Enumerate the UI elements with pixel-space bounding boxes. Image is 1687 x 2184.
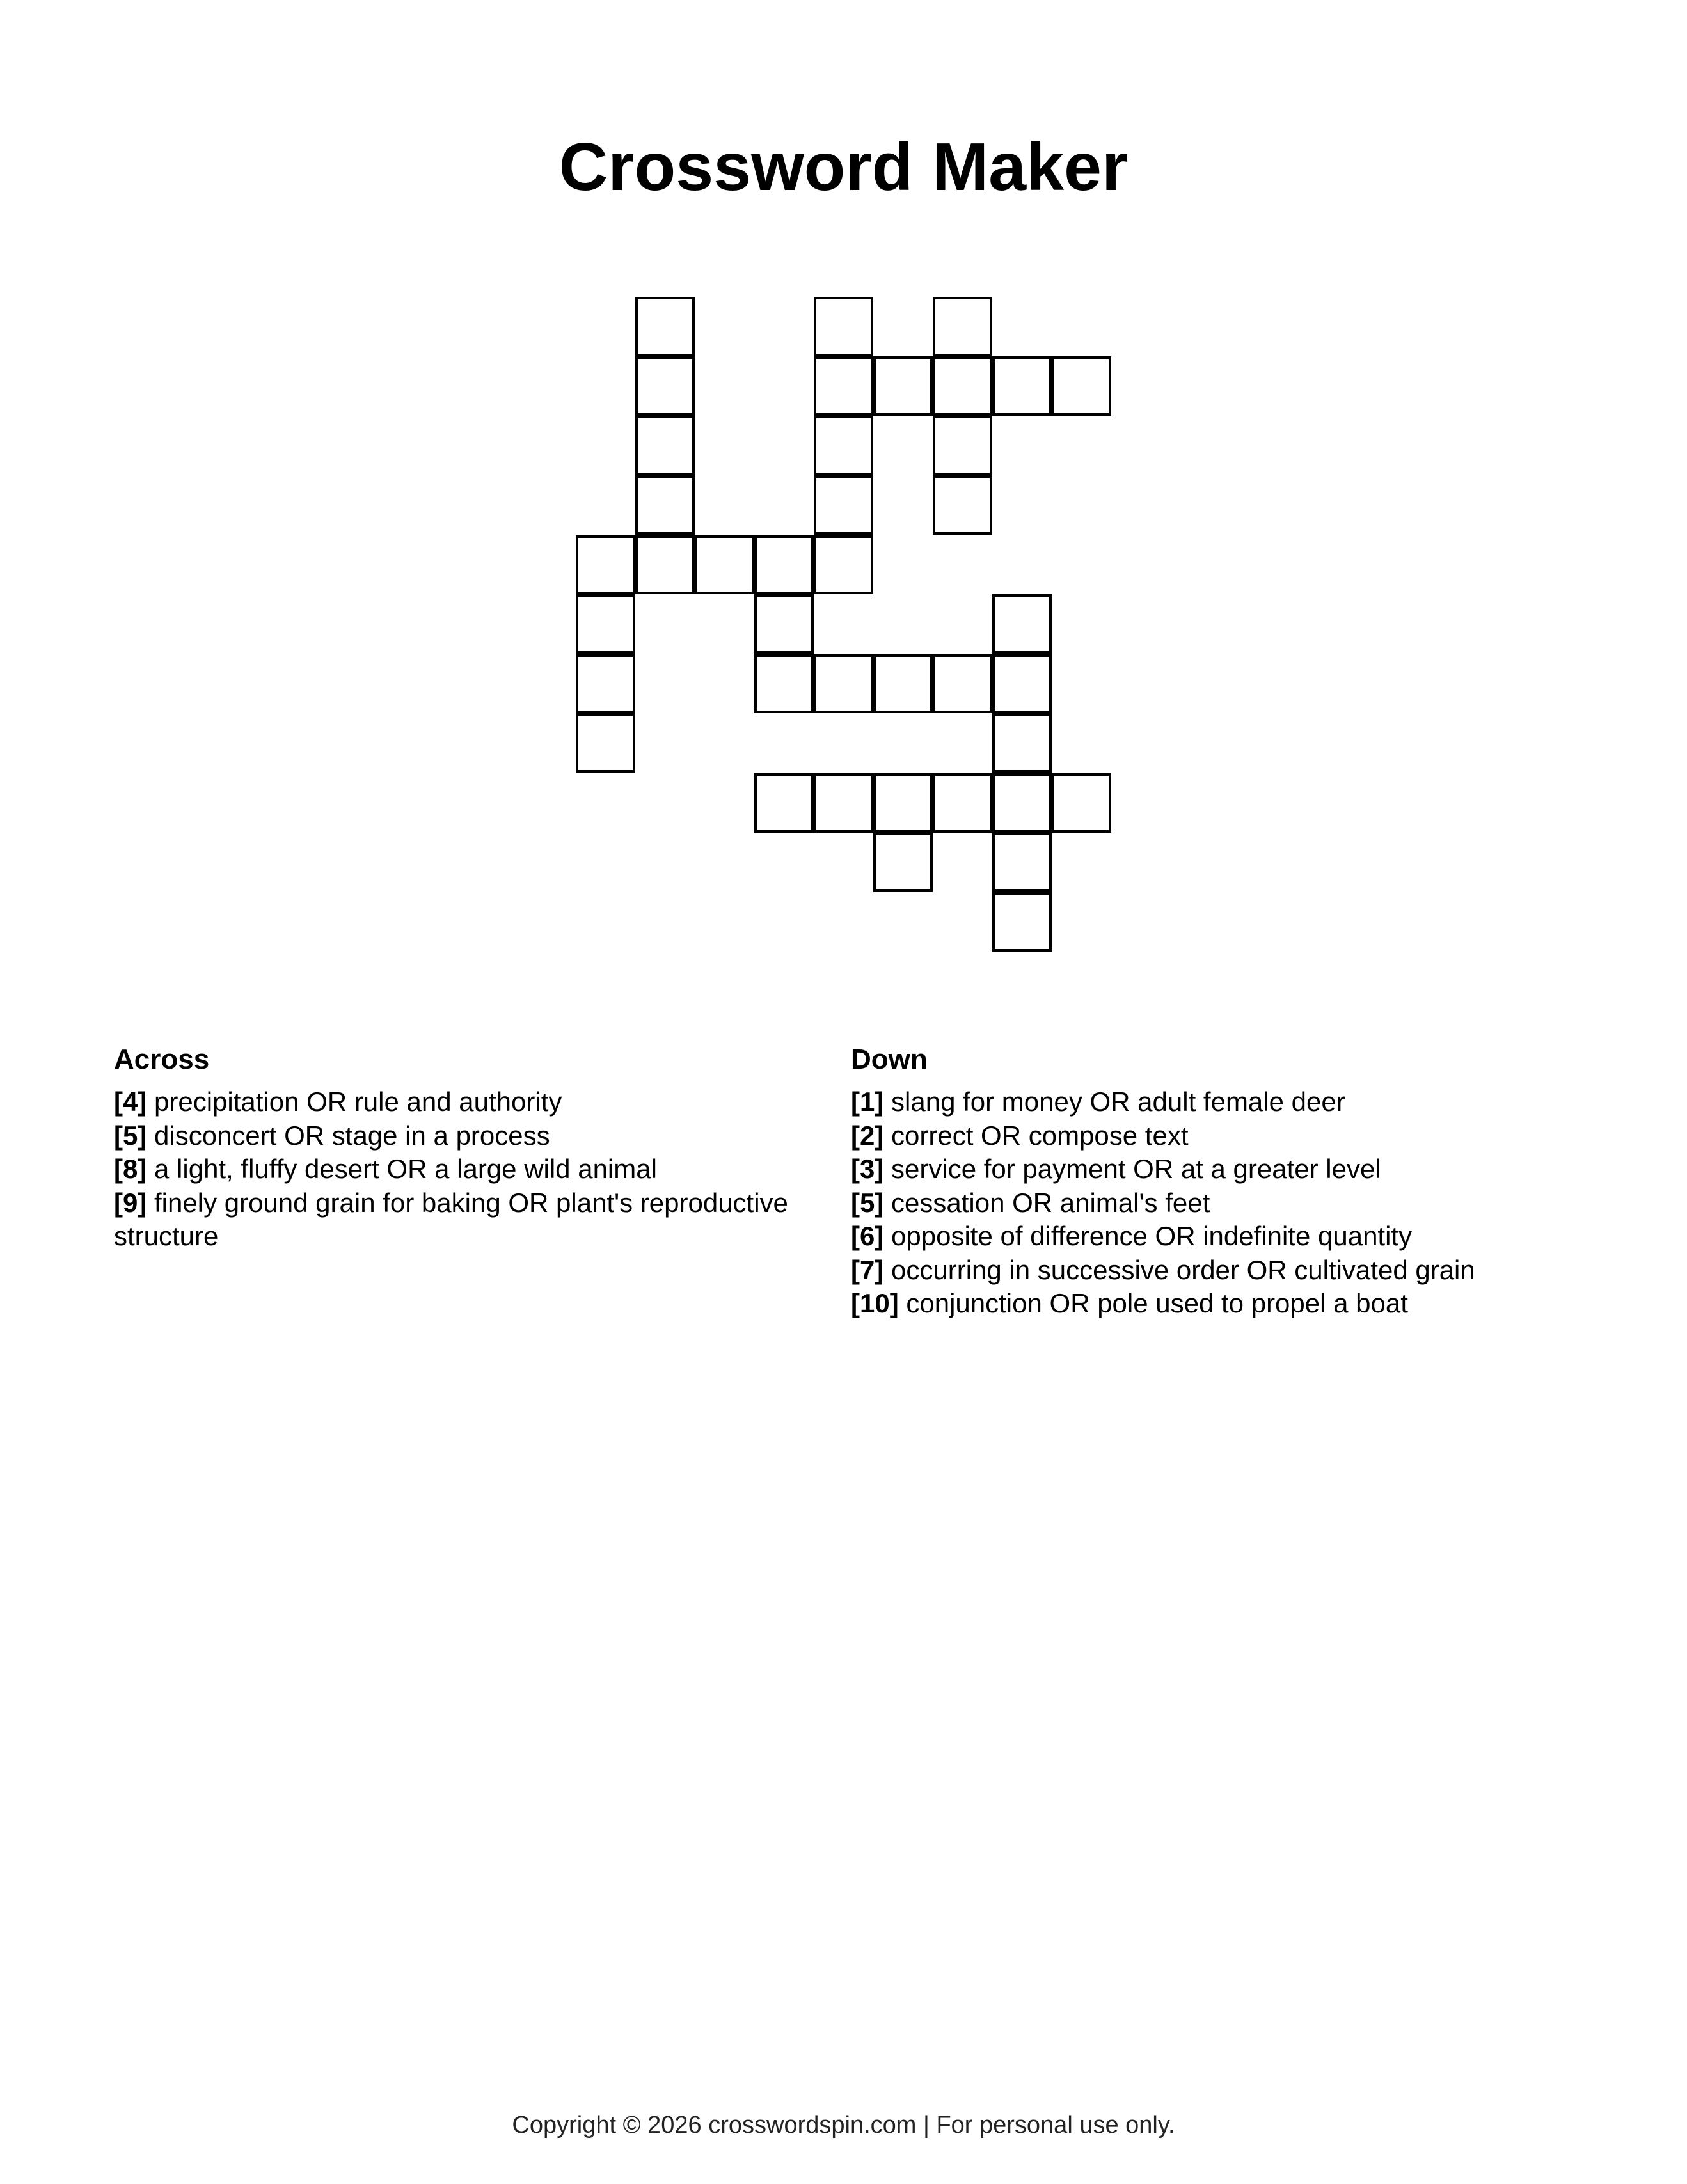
down-clue — [851, 1085, 1580, 1119]
crossword-cell[interactable] — [576, 713, 635, 773]
crossword-cell[interactable] — [873, 833, 933, 892]
crossword-cell[interactable] — [576, 654, 635, 713]
crossword-cell[interactable] — [992, 594, 1052, 654]
clue-number: [5] — [851, 1187, 884, 1218]
crossword-cell[interactable] — [992, 773, 1052, 833]
across-clue — [114, 1152, 798, 1186]
crossword-cell[interactable] — [873, 356, 933, 416]
clue-number: [8] — [114, 1154, 147, 1184]
crossword-cell[interactable] — [992, 713, 1052, 773]
clue-number: [6] — [851, 1221, 884, 1251]
crossword-cell[interactable] — [754, 535, 814, 594]
clue-number: [5] — [114, 1120, 147, 1151]
clue-number: [4] — [114, 1087, 147, 1117]
down-clue-list — [851, 1085, 1580, 1321]
clue-text: correct OR compose text — [891, 1120, 1189, 1151]
across-clue — [114, 1186, 798, 1254]
crossword-cell[interactable] — [1052, 356, 1111, 416]
clue-text: slang for money OR adult female deer — [891, 1087, 1345, 1117]
clue-text: service for payment OR at a greater level — [891, 1154, 1381, 1184]
crossword-cell[interactable] — [1052, 773, 1111, 833]
clue-text: occurring in successive order OR cultivated grain — [891, 1254, 1475, 1285]
copyright-footer: Copyright © 2026 crosswordspin.com | For personal use only. — [512, 2112, 1175, 2139]
clue-text: cessation OR animal's feet — [891, 1187, 1210, 1218]
down-clue — [851, 1119, 1580, 1153]
crossword-cell[interactable] — [814, 535, 873, 594]
page-title: Crossword Maker — [558, 129, 1129, 205]
across-clue-list — [114, 1085, 798, 1254]
down-clues — [851, 1042, 1580, 1321]
crossword-cell[interactable] — [754, 773, 814, 833]
crossword-cell[interactable] — [992, 356, 1052, 416]
clue-number: [10] — [851, 1288, 899, 1318]
crossword-cell[interactable] — [754, 654, 814, 713]
crossword-cell[interactable] — [814, 297, 873, 356]
crossword-cell[interactable] — [635, 535, 695, 594]
clue-text: finely ground grain for baking OR plant's reproductive structure — [114, 1187, 788, 1251]
across-clues — [114, 1042, 798, 1254]
across-clue — [114, 1119, 798, 1153]
crossword-cell[interactable] — [873, 773, 933, 833]
clue-number: [1] — [851, 1087, 884, 1117]
crossword-cell[interactable] — [635, 475, 695, 535]
down-clue — [851, 1220, 1580, 1254]
crossword-cell[interactable] — [814, 654, 873, 713]
clue-number: [2] — [851, 1120, 884, 1151]
clue-text: disconcert OR stage in a process — [154, 1120, 550, 1151]
crossword-cell[interactable] — [992, 833, 1052, 892]
crossword-cell[interactable] — [992, 654, 1052, 713]
clue-text: conjunction OR pole used to propel a boat — [906, 1288, 1408, 1318]
crossword-cell[interactable] — [933, 773, 992, 833]
clue-number: [3] — [851, 1154, 884, 1184]
clue-text: opposite of difference OR indefinite quantity — [891, 1221, 1413, 1251]
clue-number: [7] — [851, 1254, 884, 1285]
crossword-cell[interactable] — [635, 297, 695, 356]
crossword-cell[interactable] — [992, 892, 1052, 952]
crossword-cell[interactable] — [814, 475, 873, 535]
crossword-cell[interactable] — [933, 416, 992, 475]
crossword-cell[interactable] — [933, 475, 992, 535]
down-heading: Down — [851, 1044, 928, 1075]
clue-text: precipitation OR rule and authority — [154, 1087, 562, 1117]
crossword-cell[interactable] — [933, 356, 992, 416]
across-heading: Across — [114, 1044, 210, 1075]
clue-text: a light, fluffy desert OR a large wild animal — [154, 1154, 657, 1184]
clue-number: [9] — [114, 1187, 147, 1218]
down-clue — [851, 1152, 1580, 1186]
crossword-cell[interactable] — [576, 535, 635, 594]
down-clue — [851, 1254, 1580, 1287]
down-clue — [851, 1186, 1580, 1220]
crossword-cell[interactable] — [933, 297, 992, 356]
across-clue — [114, 1085, 798, 1119]
crossword-cell[interactable] — [754, 594, 814, 654]
crossword-cell[interactable] — [933, 654, 992, 713]
crossword-cell[interactable] — [576, 594, 635, 654]
crossword-cell[interactable] — [635, 356, 695, 416]
down-clue — [851, 1287, 1580, 1321]
crossword-cell[interactable] — [814, 416, 873, 475]
crossword-cell[interactable] — [814, 773, 873, 833]
crossword-cell[interactable] — [695, 535, 754, 594]
crossword-cell[interactable] — [635, 416, 695, 475]
crossword-cell[interactable] — [814, 356, 873, 416]
crossword-cell[interactable] — [873, 654, 933, 713]
